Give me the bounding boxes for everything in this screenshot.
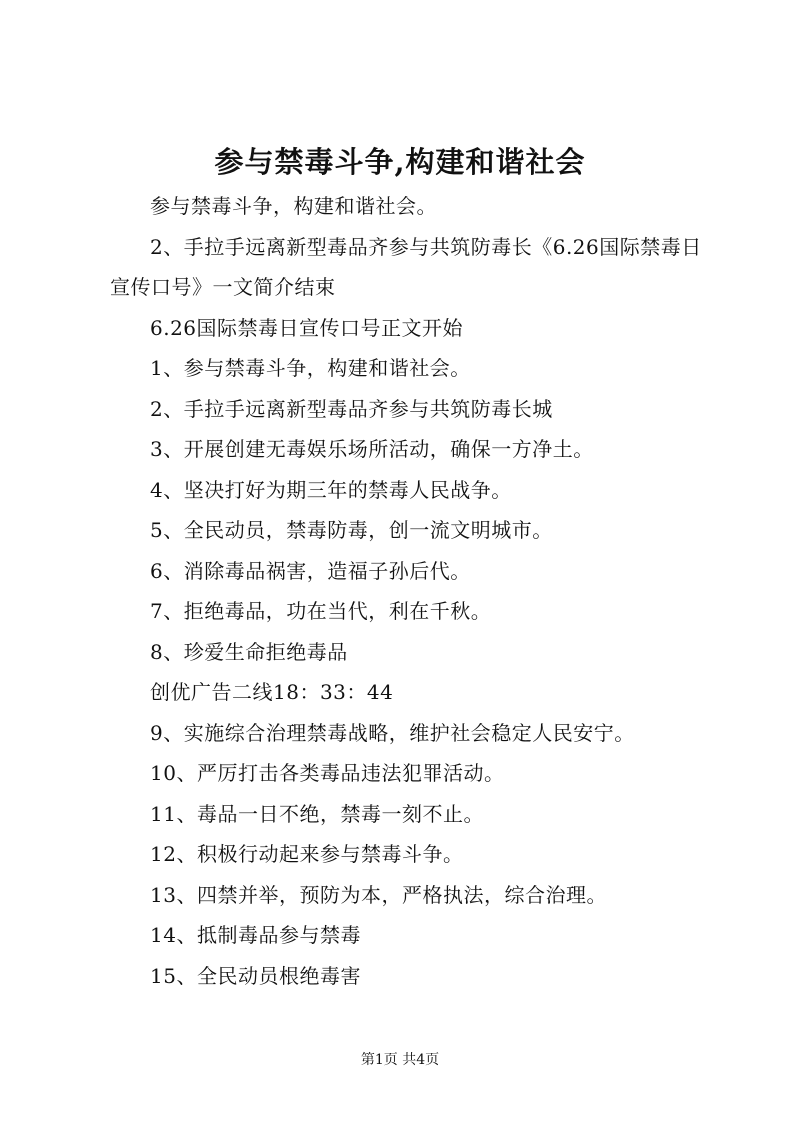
document-body — [110, 186, 720, 996]
slogan-item: 8、珍爱生命拒绝毒品 — [150, 639, 348, 664]
paragraph-summary: 2、手拉手远离新型毒品齐参与共筑防毒长《6.26国际禁毒日宣传口号》一文简介结束 — [110, 234, 702, 299]
slogan-item: 12、积极行动起来参与禁毒斗争。 — [150, 842, 464, 866]
slogan-item: 4、坚决打好为期三年的禁毒人民战争。 — [150, 477, 512, 502]
slogan-item: 6、消除毒品祸害，造福子孙后代。 — [150, 558, 471, 583]
document-title: 参与禁毒斗争,构建和谐社会 — [214, 145, 586, 179]
slogan-item: 10、严厉打击各类毒品违法犯罪活动。 — [150, 761, 505, 785]
slogan-item: 15、全民动员根绝毒害 — [150, 963, 361, 988]
slogan-item: 3、开展创建无毒娱乐场所活动，确保一方净土。 — [150, 437, 594, 461]
paragraph-intro: 参与禁毒斗争，构建和谐社会。 — [150, 194, 437, 218]
slogan-item: 13、四禁并举，预防为本，严格执法，综合治理。 — [150, 882, 607, 907]
slogan-item: 9、实施综合治理禁毒战略，维护社会稳定人民安宁。 — [150, 720, 635, 745]
page-number-footer: 第1页 共4页 — [360, 1052, 440, 1068]
slogan-item: 2、手拉手远离新型毒品齐参与共筑防毒长城 — [150, 396, 553, 421]
slogan-item: 1、参与禁毒斗争，构建和谐社会。 — [150, 356, 471, 380]
ad-line: 创优广告二线18：33：44 — [150, 680, 394, 704]
slogan-item: 5、全民动员，禁毒防毒，创一流文明城市。 — [150, 518, 553, 542]
slogan-item: 11、毒品一日不绝，禁毒一刻不止。 — [150, 801, 484, 826]
paragraph-start: 6.26国际禁毒日宣传口号正文开始 — [150, 315, 464, 340]
slogan-item: 7、拒绝毒品，功在当代，利在千秋。 — [150, 599, 492, 623]
slogan-item: 14、抵制毒品参与禁毒 — [150, 923, 361, 947]
